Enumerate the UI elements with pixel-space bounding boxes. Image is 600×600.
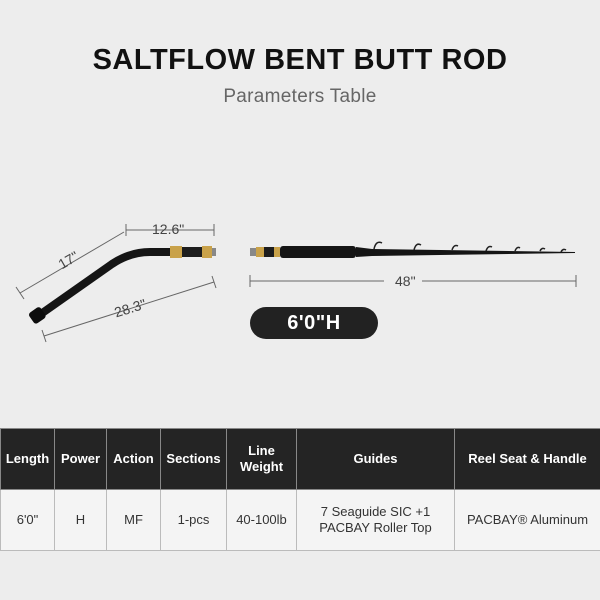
- cell-line-weight: 40-100lb: [227, 490, 297, 551]
- table-header-row: [1, 429, 600, 490]
- dimension-bottom-label: 28.3": [112, 295, 148, 321]
- dimension-top-label: 12.6": [152, 221, 185, 237]
- dimension-side-label: 17": [55, 247, 82, 273]
- header-action: Action: [107, 429, 161, 490]
- header-reel-seat-handle: Reel Seat & Handle: [455, 429, 600, 490]
- cell-length: 6'0": [1, 490, 55, 551]
- parameters-table: [0, 428, 600, 551]
- dimension-length-label: 48": [395, 273, 416, 289]
- page-title: SALTFLOW BENT BUTT ROD: [92, 44, 508, 76]
- header-power: Power: [55, 429, 107, 490]
- cell-reel-seat-handle: PACBAY® Aluminum: [455, 490, 600, 551]
- cell-guides: 7 Seaguide SIC +1 PACBAY Roller Top: [297, 490, 455, 551]
- model-badge: 6'0"H: [250, 307, 378, 339]
- table-row: [1, 490, 600, 551]
- header-guides: Guides: [297, 429, 455, 490]
- page-subtitle: Parameters Table: [223, 86, 377, 107]
- cell-action: MF: [107, 490, 161, 551]
- rod-blank: [250, 246, 575, 258]
- header-line-weight: Line Weight: [227, 429, 297, 490]
- cell-power: H: [55, 490, 107, 551]
- cell-sections: 1-pcs: [161, 490, 227, 551]
- header-length: Length: [1, 429, 55, 490]
- header-sections: Sections: [161, 429, 227, 490]
